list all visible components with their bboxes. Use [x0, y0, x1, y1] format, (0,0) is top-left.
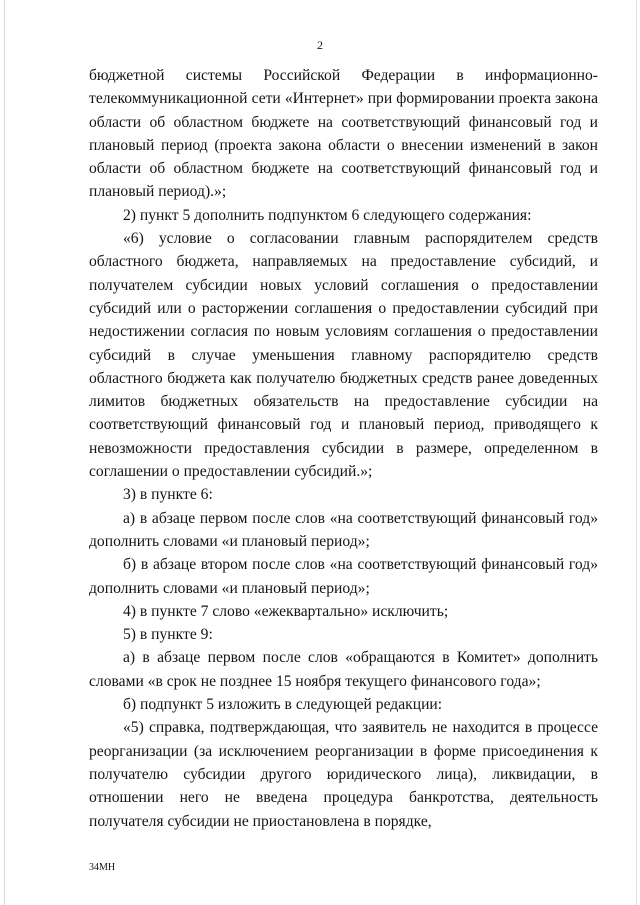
paragraph-item-5b: б) подпункт 5 изложить в следующей редакции:	[123, 696, 443, 714]
paragraph-item-3: 3) в пункте 6:	[123, 486, 213, 504]
paragraph-item-3a: а) в абзаце первом после слов «на соответствующий финансовый год» дополнить словами «и плановый период»;	[89, 509, 598, 550]
footer-code: 34МН	[89, 862, 116, 873]
paragraph-continuation: бюджетной системы Российской Федерации в информационно-телекоммуникационной сети «Интернет» при формировании проекта закона области об областном бюджете на соответствующий финансовый год и плановый период (проекта закона области о внесении изменений в закон области об областном бюджете на соответствующий финансовый год и плановый период).»;	[89, 67, 598, 201]
scan-left-edge	[4, 0, 5, 905]
document-body	[89, 64, 598, 833]
page-number: 2	[317, 38, 323, 52]
paragraph-subitem-6: «6) условие о согласовании главным распорядителем средств областного бюджета, направляемых на предоставление субсидий, и получателем субсидии новых условий соглашения о предоставлении субсидий или о расторжении соглашения о предоставлении субсидий при недостижении согласия по новым условиям соглашения о предоставлении субсидий в случае уменьшения главному распорядителю средств областного бюджета как получателю бюджетных средств ранее доведенных лимитов бюджетных обязательств на предоставление субсидии на соответствующий финансовый год и плановый период, приводящего к невозможности предоставления субсидии в размере, определенном в соглашении о предоставлении субсидий.»;	[89, 230, 598, 481]
paragraph-item-4: 4) в пункте 7 слово «ежеквартально» исключить;	[123, 602, 449, 620]
paragraph-item-2: 2) пункт 5 дополнить подпунктом 6 следующего содержания:	[123, 206, 532, 224]
paragraph-item-3b: б) в абзаце втором после слов «на соответствующий финансовый год» дополнить словами «и плановый период»;	[89, 556, 598, 597]
paragraph-item-5a: а) в абзаце первом после слов «обращаются в Комитет» дополнить словами «в срок не позднее 15 ноября текущего финансового года»;	[89, 649, 598, 690]
scan-right-edge	[636, 0, 637, 905]
paragraph-item-5: 5) в пункте 9:	[123, 626, 213, 644]
paragraph-subitem-5: «5) справка, подтверждающая, что заявитель не находится в процессе реорганизации (за исключением реорганизации в форме присоединения к получателю субсидии другого юридического лица), ликвидации, в отношении него не введена процедура банкротства, деятельность получателя субсидии не приостановлена в порядке,	[89, 719, 598, 830]
